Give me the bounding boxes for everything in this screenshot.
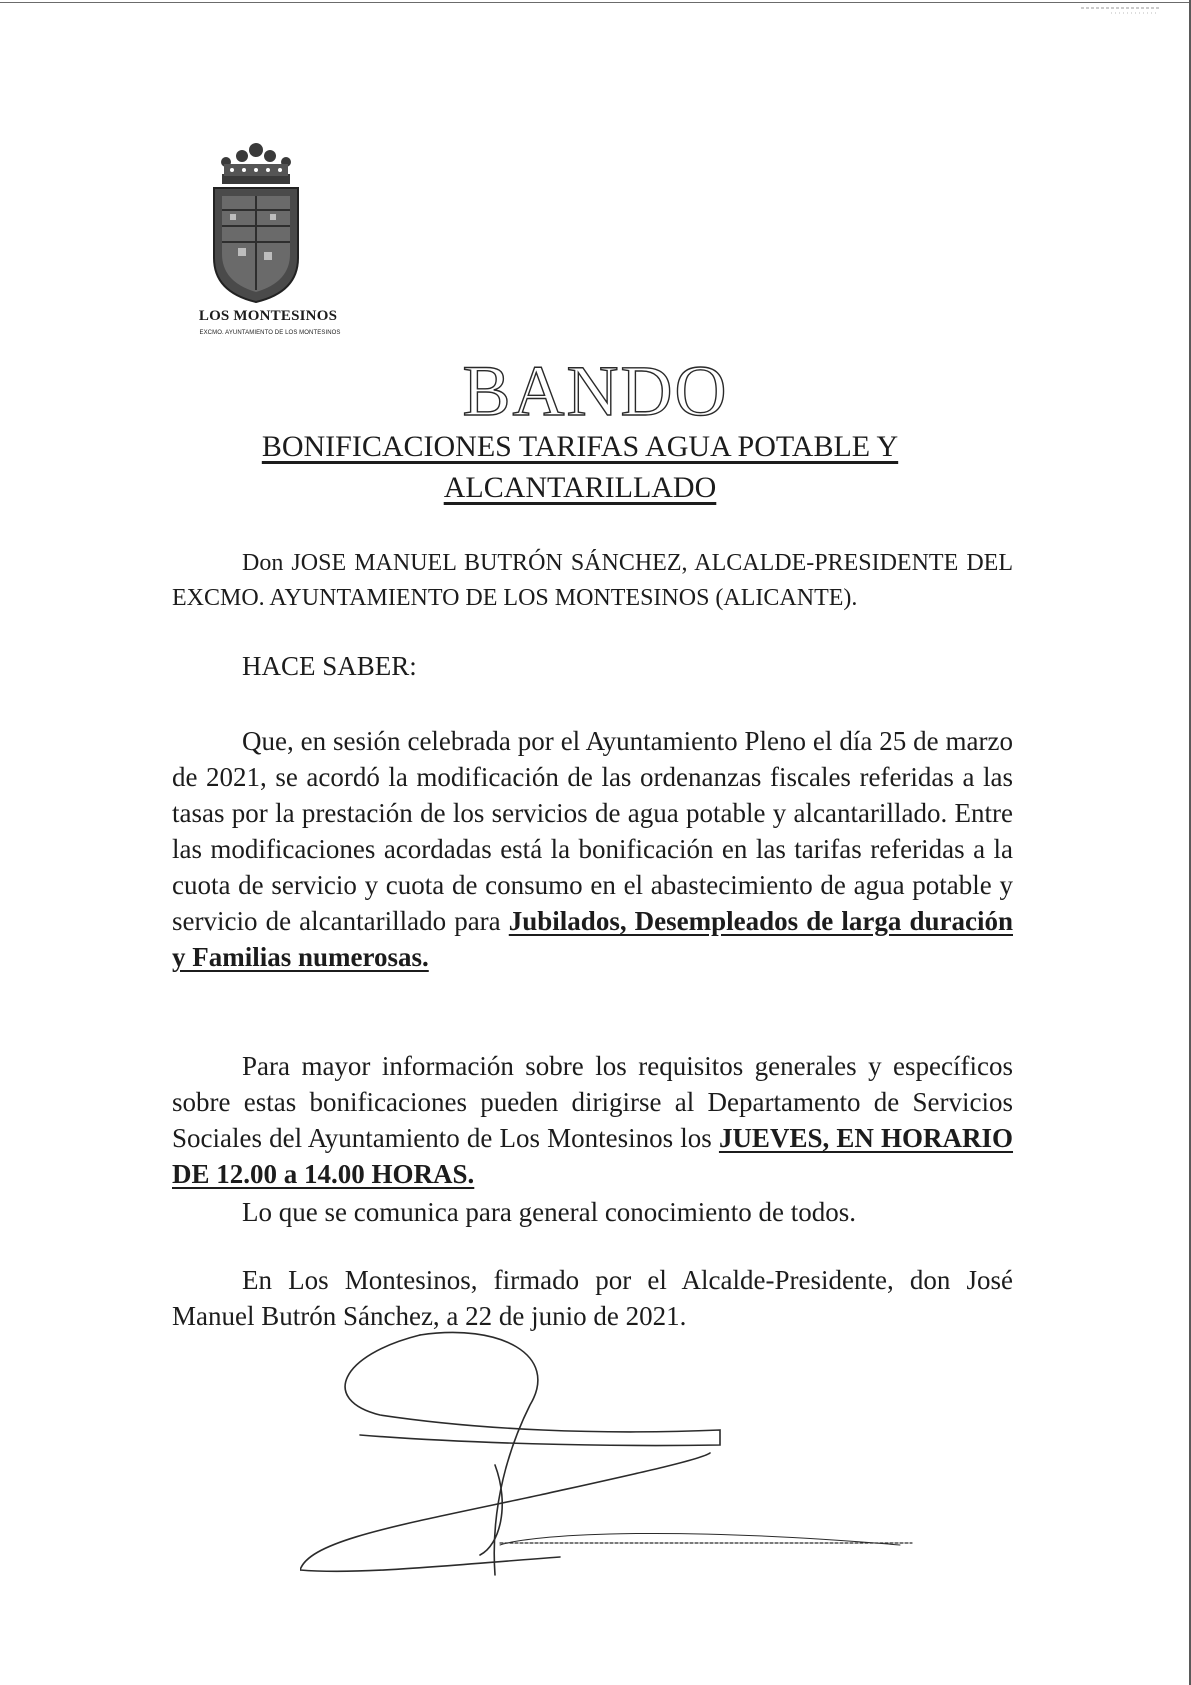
paragraph-bonificaciones-text: Que, en sesión celebrada por el Ayuntamiento Pleno el día 25 de marzo de 2021, se acordó la modificación de las ordenanzas fiscales referidas a las tasas por la prestación de los servicios de agua potable y alcantarillado. Entre las modificaciones acordadas está la bonificación en las tarifas referidas a la cuota de servicio y cuota de consumo en el abastecimiento de agua potable y servicio de alcantarillado para (172, 726, 1013, 936)
paragraph-comunica: Lo que se comunica para general conocimiento de todos. (242, 1197, 857, 1227)
paragraph-informacion (172, 1048, 1013, 1192)
beneficiaries-emphasis: Jubilados, Desempleados de larga duración y Familias numerosas. (172, 906, 1013, 972)
hace-saber-heading: HACE SABER: (242, 651, 417, 681)
signature (300, 1205, 1000, 1595)
schedule-emphasis: JUEVES, EN HORARIO DE 12.00 a 14.00 HORAS. (172, 1123, 1014, 1189)
municipality-subtitle: EXCMO. AYUNTAMIENTO DE LOS MONTESINOS (199, 330, 341, 336)
paragraph-bonificaciones (172, 723, 1013, 975)
intro-paragraph: Don JOSE MANUEL BUTRÓN SÁNCHEZ, ALCALDE-PRESIDENTE DEL EXCMO. AYUNTAMIENTO DE LOS MONTESINOS (ALICANTE). (172, 550, 1013, 611)
document-title: BANDO (462, 351, 729, 431)
municipality-name: LOS MONTESINOS (198, 308, 338, 324)
scan-noise (1081, 4, 1161, 18)
paragraph-informacion-text: Para mayor información sobre los requisitos generales y específicos sobre estas bonificaciones pueden dirigirse al Departamento de Servicios Sociales del Ayuntamiento de Los Montesinos los (172, 1051, 1013, 1153)
closing-paragraph: En Los Montesinos, firmado por el Alcalde-Presidente, don José Manuel Butrón Sánchez, a 22 de junio de 2021. (172, 1265, 1013, 1331)
scan-edge-top (0, 2, 1191, 3)
coat-of-arms-icon (208, 140, 304, 308)
document-subtitle: BONIFICACIONES TARIFAS AGUA POTABLE Y ALCANTARILLADO (261, 430, 899, 504)
